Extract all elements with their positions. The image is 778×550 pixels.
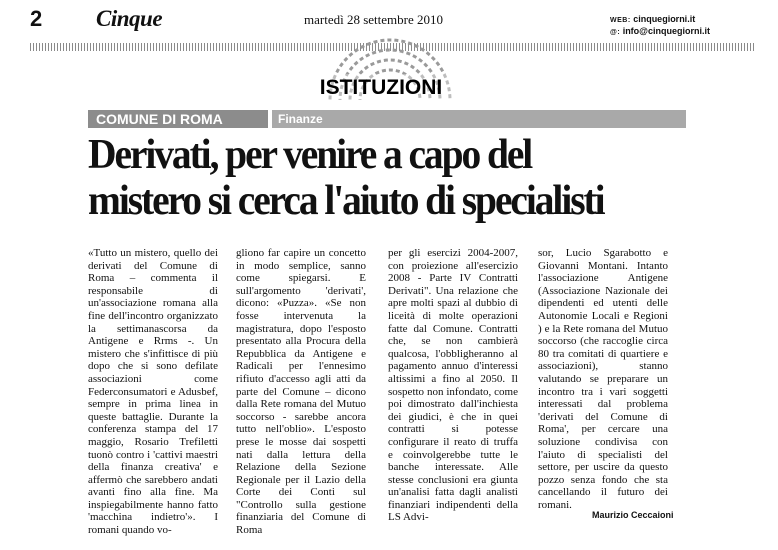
article-column-4: sor, Lucio Sgarabotto e Giovanni Montani. Intanto l'associazione Antigene (Associazione Nazionale dei dipendenti ed utenti delle Autonomie Locali e Regioni ) e la Rete romana del Mutuo soccorso (che raccoglie circa 80 tra comitati di quartiere e associazioni), stanno valutando se preparare un incontro tra i vari soggetti interessati dal problema 'derivati del Comune di Roma', per cercare una soluzione condivisa con l'aiuto di specialisti del settore, per uscire da questo pozzo senza fondo che sta cancellando il futuro dei romani. — [538, 247, 668, 511]
category-city: COMUNE DI ROMA — [96, 111, 223, 127]
article-headline — [88, 132, 661, 224]
email-link[interactable]: info@cinquegiorni.it — [622, 26, 710, 36]
issue-date: martedì 28 settembre 2010 — [304, 12, 443, 27]
contacts-block — [610, 14, 710, 38]
masthead-logo: Cinque — [96, 6, 163, 31]
headline-line-2: mistero si cerca l'aiuto di specialisti — [88, 178, 604, 224]
web-link[interactable]: cinquegiorni.it — [633, 14, 696, 24]
section-title: ISTITUZIONI — [319, 76, 443, 99]
article-byline: Maurizio Ceccaioni — [592, 510, 674, 520]
article-column-3: per gli esercizi 2004-2007, con proiezione all'esercizio 2008 - Parte IV Contratti Derivati". Una relazione che apre molti spazi al dubbio di liceità di molte operazioni fatte dal Comune. Contratti che, se non cambierà qualcosa, l'obbligheranno al pagamento annuo d'interessi altissimi a fino al 2050. Il sospetto non infondato, come poi dimostrato dall'inchiesta dei giudici, è che in quei contratti si potesse configurare il reato di truffa e coinvolgerebbe tutte le banche interessate. Alle stesse conclusioni era giunta un'analisi fatta dagli analisti finanziari indipendenti della LS Advi- — [388, 247, 518, 524]
email-label: @: — [610, 29, 621, 36]
article-column-2: gliono far capire un concetto in modo semplice, sanno come spiegarsi. E sull'argomento 'derivati', dicono: «Puzza». «Se non fosse intervenuta la magistratura, dopo l'esposto presentato alla Procura della Repubblica da Antigene e Radicali per l'ennesimo rifiuto d'accesso agli atti da parte del Comune – dicono dalla Rete romana del Mutuo soccorso - sarebbe ancora tutto nell'oblio». L'esposto prese le mosse dai sospetti nati dalla lettura della Relazione della Sezione Regionale per il Lazio della Corte dei Conti sul "Controllo sulla gestione finanziaria del Comune di Roma — [236, 247, 366, 537]
category-separator — [268, 110, 272, 128]
web-label: WEB: — [610, 17, 631, 24]
category-topic: Finanze — [278, 112, 323, 126]
headline-line-1: Derivati, per venire a capo del — [88, 132, 532, 178]
page-number: 2 — [30, 6, 43, 31]
article-column-1: «Tutto un mistero, quello dei derivati del Comune di Roma – commenta il responsabile di un'associazione romana alla fine dell'incontro organizzato la settimanascorsa da Antigene e Rrms -. Un mistero che s'infittisce di più dopo che si sono defilate associazioni come Federconsumatori e Adusbef, sempre in prima linea in queste battaglie. Durante la conferenza stampa del 17 maggio, Rosario Trefiletti tuonò contro i 'cattivi maestri della finanza creativa' e affermò che sarebbero andati avanti fino alla fine. Ma inspiegabilmente hanno fatto 'macchina indietro'». I romani quando vo- — [88, 247, 218, 537]
